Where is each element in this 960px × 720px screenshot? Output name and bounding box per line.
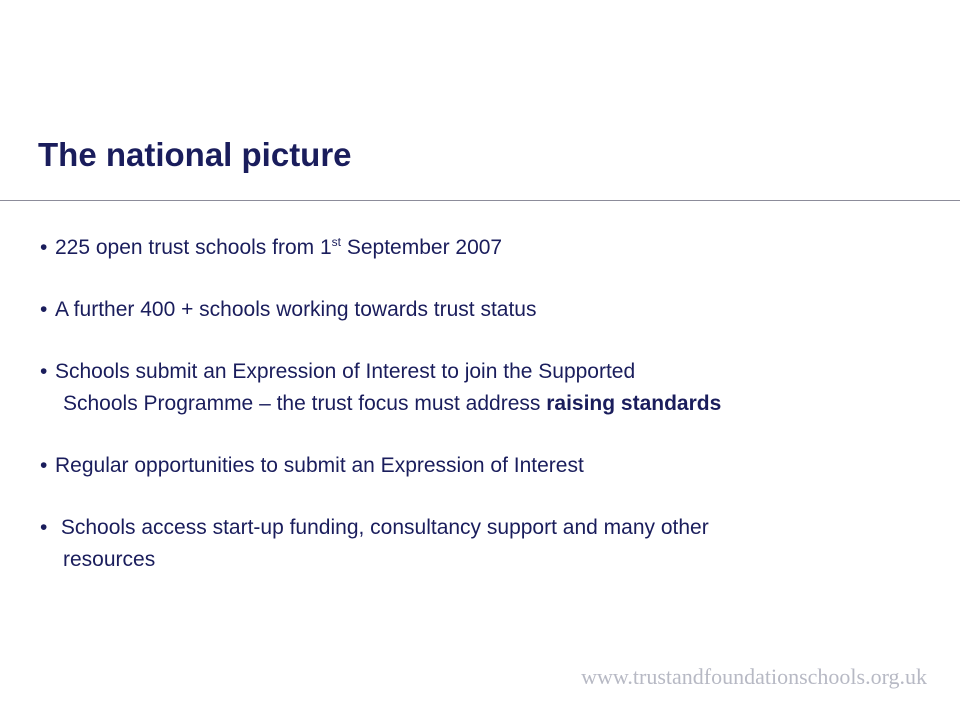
bullet-marker: • [40, 236, 48, 259]
bullet-item-schools-access-funding [40, 512, 940, 576]
slide-title: The national picture [38, 136, 352, 173]
bullet-item-further-schools [40, 294, 940, 326]
bullet-text: Regular opportunities to submit an Expression of Interest [55, 454, 584, 477]
bullet-text-line-2-regular: Schools Programme – the trust focus must address [63, 392, 547, 415]
bullet-text-continued: September 2007 [341, 236, 503, 259]
bullet-marker: • [40, 516, 48, 539]
bullet-item-open-trust-schools [40, 232, 940, 264]
bullet-text: A further 400 + schools working towards trust status [55, 298, 537, 321]
ordinal-suffix: st [331, 235, 341, 249]
bullet-list [40, 232, 940, 610]
bullet-text-line-2: resources [63, 548, 156, 571]
footer-website-url: www.trustandfoundationschools.org.uk [581, 664, 927, 689]
bullet-item-regular-opportunities [40, 450, 940, 482]
bullet-text-line-1: Schools submit an Expression of Interest to join the Supported [55, 360, 636, 383]
bullet-text: 225 open trust schools from 1 [55, 236, 332, 259]
title-divider [0, 200, 960, 201]
bullet-text-line-2 [40, 388, 940, 420]
bullet-text-line-1: Schools access start-up funding, consultancy support and many other [55, 516, 709, 539]
emphasis-raising-standards: raising standards [546, 392, 722, 415]
bullet-marker: • [40, 454, 48, 477]
bullet-marker: • [40, 298, 48, 321]
bullet-item-expression-of-interest [40, 356, 940, 420]
bullet-marker: • [40, 360, 48, 383]
